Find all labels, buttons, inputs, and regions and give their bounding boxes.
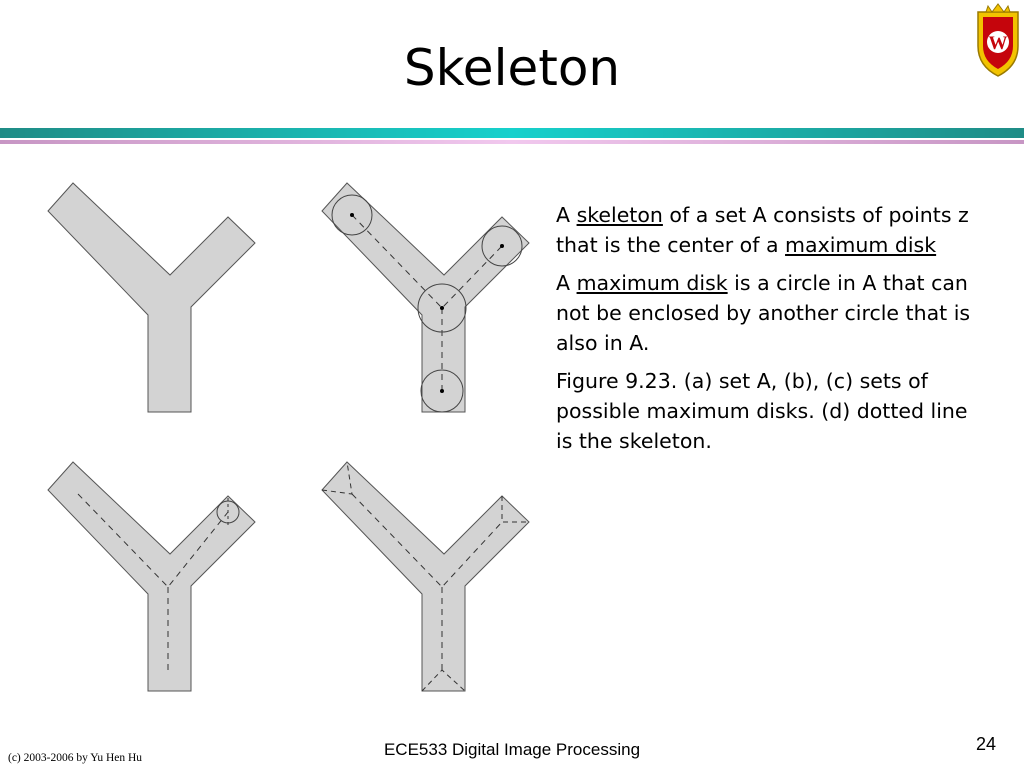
- paragraph-figure-caption: Figure 9.23. (a) set A, (b), (c) sets of possible maximum disks. (d) dotted line is the skeleton.: [556, 369, 968, 453]
- page-number: 24: [976, 734, 997, 754]
- term-maximum-disk: maximum disk: [576, 271, 728, 295]
- footer-course: ECE533 Digital Image Processing: [383, 740, 641, 759]
- footer-copyright: (c) 2003-2006 by Yu Hen Hu: [8, 752, 143, 764]
- text-definition: of a set A consists of points z that is the center of a: [556, 203, 969, 257]
- panel-set-a: [48, 183, 255, 412]
- panel-maximum-disks-c: [48, 462, 255, 691]
- text-a: A: [556, 271, 571, 295]
- text-definition: is a circle in A that can not be enclosed by another circle that is also in A.: [556, 271, 971, 355]
- skeleton-figure: [36, 176, 546, 700]
- header-band-pink: [0, 140, 1024, 144]
- svg-text:W: W: [988, 33, 1008, 54]
- body-text: [556, 200, 976, 464]
- university-crest-icon: [972, 2, 1024, 78]
- term-skeleton: skeleton: [576, 203, 663, 227]
- text-a: A: [556, 203, 571, 227]
- paragraph-skeleton-definition: [556, 200, 976, 260]
- term-maximum-disk: maximum disk: [785, 233, 937, 257]
- panel-maximum-disks-b: [322, 183, 529, 412]
- panel-skeleton-d: [322, 462, 529, 691]
- header-band-teal: [0, 128, 1024, 138]
- paragraph-maximum-disk-definition: [556, 268, 976, 358]
- slide-title: Skeleton: [403, 39, 621, 97]
